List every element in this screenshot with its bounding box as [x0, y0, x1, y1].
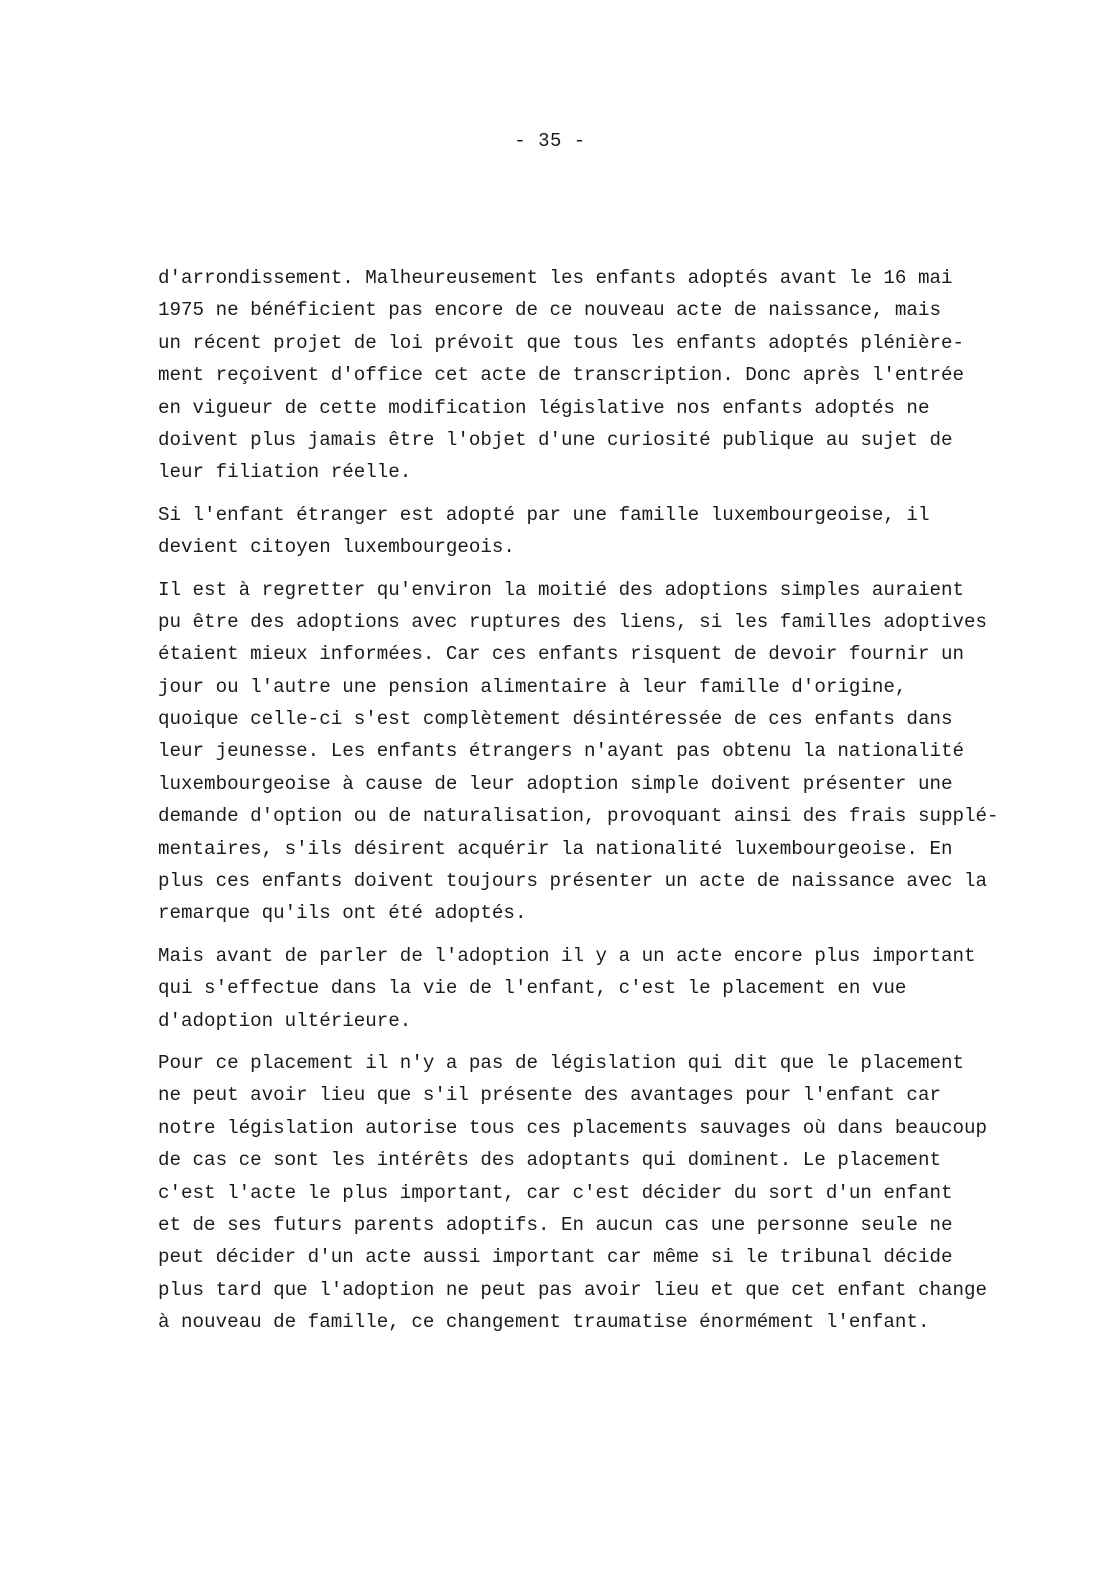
text-line: leur jeunesse. Les enfants étrangers n'ayant pas obtenu la nationalité	[158, 740, 965, 763]
body-text	[158, 262, 999, 1339]
text-line: 1975 ne bénéficient pas encore de ce nouveau acte de naissance, mais	[158, 299, 941, 322]
text-line: d'adoption ultérieure.	[158, 1009, 412, 1032]
text-line: peut décider d'un acte aussi important car même si le tribunal décide	[158, 1246, 953, 1269]
text-line: à nouveau de famille, ce changement traumatise énormément l'enfant.	[158, 1311, 930, 1334]
text-line: plus tard que l'adoption ne peut pas avoir lieu et que cet enfant change	[158, 1278, 988, 1301]
text-line: devient citoyen luxembourgeois.	[158, 536, 515, 559]
text-line: qui s'effectue dans la vie de l'enfant, c'est le placement en vue	[158, 977, 907, 1000]
text-line: ment reçoivent d'office cet acte de transcription. Donc après l'entrée	[158, 364, 965, 387]
text-line: d'arrondissement. Malheureusement les enfants adoptés avant le 16 mai	[158, 267, 953, 289]
text-line: luxembourgeoise à cause de leur adoption simple doivent présenter une	[158, 772, 953, 795]
text-line: c'est l'acte le plus important, car c'est décider du sort d'un enfant	[158, 1181, 953, 1204]
text-line: étaient mieux informées. Car ces enfants risquent de devoir fournir un	[158, 643, 965, 666]
text-line: mentaires, s'ils désirent acquérir la nationalité luxembourgeoise. En	[158, 837, 953, 860]
text-line: de cas ce sont les intérêts des adoptants qui dominent. Le placement	[158, 1149, 941, 1172]
text-line: remarque qu'ils ont été adoptés.	[158, 902, 527, 925]
paragraph-5	[158, 1047, 988, 1339]
text-line: pu être des adoptions avec ruptures des liens, si les familles adoptives	[158, 610, 988, 633]
paragraph-1	[158, 262, 965, 489]
text-line: jour ou l'autre une pension alimentaire à leur famille d'origine,	[158, 675, 907, 698]
page-number: - 35 -	[514, 130, 586, 152]
text-line: Mais avant de parler de l'adoption il y a un acte encore plus important	[158, 944, 976, 967]
text-line: Pour ce placement il n'y a pas de législation qui dit que le placement	[158, 1051, 965, 1074]
text-line: quoique celle-ci s'est complètement désintéressée de ces enfants dans	[158, 708, 953, 731]
text-line: Il est à regretter qu'environ la moitié des adoptions simples auraient	[158, 578, 965, 601]
text-line: Si l'enfant étranger est adopté par une famille luxembourgeoise, il	[158, 503, 930, 526]
paragraph-3	[158, 574, 999, 930]
text-line: notre législation autorise tous ces placements sauvages où dans beaucoup	[158, 1116, 988, 1139]
paragraph-4	[158, 940, 976, 1037]
text-line: doivent plus jamais être l'objet d'une curiosité publique au sujet de	[158, 428, 953, 451]
text-line: et de ses futurs parents adoptifs. En aucun cas une personne seule ne	[158, 1213, 953, 1236]
text-line: un récent projet de loi prévoit que tous les enfants adoptés plénière-	[158, 331, 965, 354]
text-line: ne peut avoir lieu que s'il présente des avantages pour l'enfant car	[158, 1084, 941, 1107]
text-line: en vigueur de cette modification législative nos enfants adoptés ne	[158, 396, 930, 419]
paragraph-2	[158, 499, 948, 564]
text-line: demande d'option ou de naturalisation, provoquant ainsi des frais supplé-	[158, 805, 999, 828]
text-line: leur filiation réelle.	[158, 461, 412, 484]
text-line: plus ces enfants doivent toujours présenter un acte de naissance avec la	[158, 870, 988, 893]
